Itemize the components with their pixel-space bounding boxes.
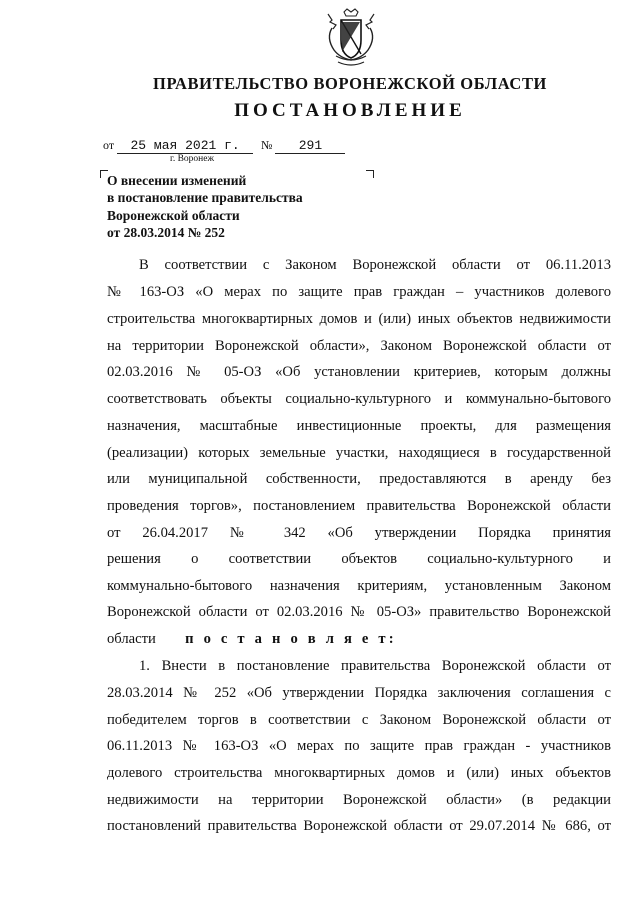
body-line: 02.03.2016 № 05-ОЗ «Об установлении критериев, которым должны [107,364,611,380]
decree-verb: п о с т а н о в л я е т: [185,631,397,647]
subject-line: О внесении изменений [107,173,247,188]
city: г. Воронеж [170,154,215,164]
body-line: решения о соответствии объектов социально-культурного и [107,551,611,567]
item1-line: долевого строительства многоквартирных домов и (или) иных объектов [107,765,611,781]
subject-bracket-right [366,170,374,178]
body-line: проведения торгов», постановлением правительства Воронежской области [107,498,611,514]
document-type: ПОСТАНОВЛЕНИЕ [234,100,466,121]
decree-line [107,629,611,649]
body-line: назначения, масштабные инвестиционные проекты, для размещения [107,418,611,434]
subject-line: в постановление правительства [107,190,303,206]
number-prefix: № [261,138,273,152]
organization-title: ПРАВИТЕЛЬСТВО ВОРОНЕЖСКОЙ ОБЛАСТИ [153,74,547,93]
document-number: 291 [275,139,345,154]
item1-line: постановлений правительства Воронежской области от 29.07.2014 № 686, от [107,818,611,834]
body-line: или муниципальной собственности, предоставляются в аренду без [107,471,611,487]
body-line: № 163-ОЗ «О мерах по защите прав граждан – участников долевого [107,284,611,300]
document-subject [107,172,303,241]
item1-line: победителем торгов в соответствии с Законом Воронежской области от [107,712,611,728]
item1-line: 1. Внести в постановление правительства Воронежской области от [139,658,611,674]
date-prefix: от [103,138,115,152]
body-line: на территории Воронежской области», Законом Воронежской области от [107,338,611,354]
document-date: 25 мая 2021 г. [117,139,253,154]
body-line: строительства многоквартирных домов и (или) иных объектов недвижимости [107,311,611,327]
body-line: соответствовать объекты социально-культурного и коммунально-бытового [107,391,611,407]
body-line: от 26.04.2017 № 342 «Об утверждении Порядка принятия [107,525,611,541]
subject-line: Воронежской области [107,207,240,223]
coat-of-arms-icon [322,8,380,72]
item1-line: недвижимости на территории Воронежской области» (в редакции [107,792,611,808]
item1-line: 06.11.2013 № 163-ОЗ «О мерах по защите прав граждан - участников [107,738,611,754]
number-row [261,138,345,154]
decree-prefix: области [107,631,156,647]
body-line: (реализации) которых земельные участки, находящиеся в государственной [107,445,611,461]
body-line: Воронежской области от 02.03.2016 № 05-ОЗ» правительство Воронежской [107,604,611,620]
item1-line: 28.03.2014 № 252 «Об утверждении Порядка заключения соглашения с [107,685,611,701]
date-row [103,138,253,154]
body-line: коммунально-бытового назначения критериям, установленным Законом [107,578,611,594]
subject-line: от 28.03.2014 № 252 [107,224,225,240]
body-line: В соответствии с Законом Воронежской области от 06.11.2013 [139,257,611,273]
